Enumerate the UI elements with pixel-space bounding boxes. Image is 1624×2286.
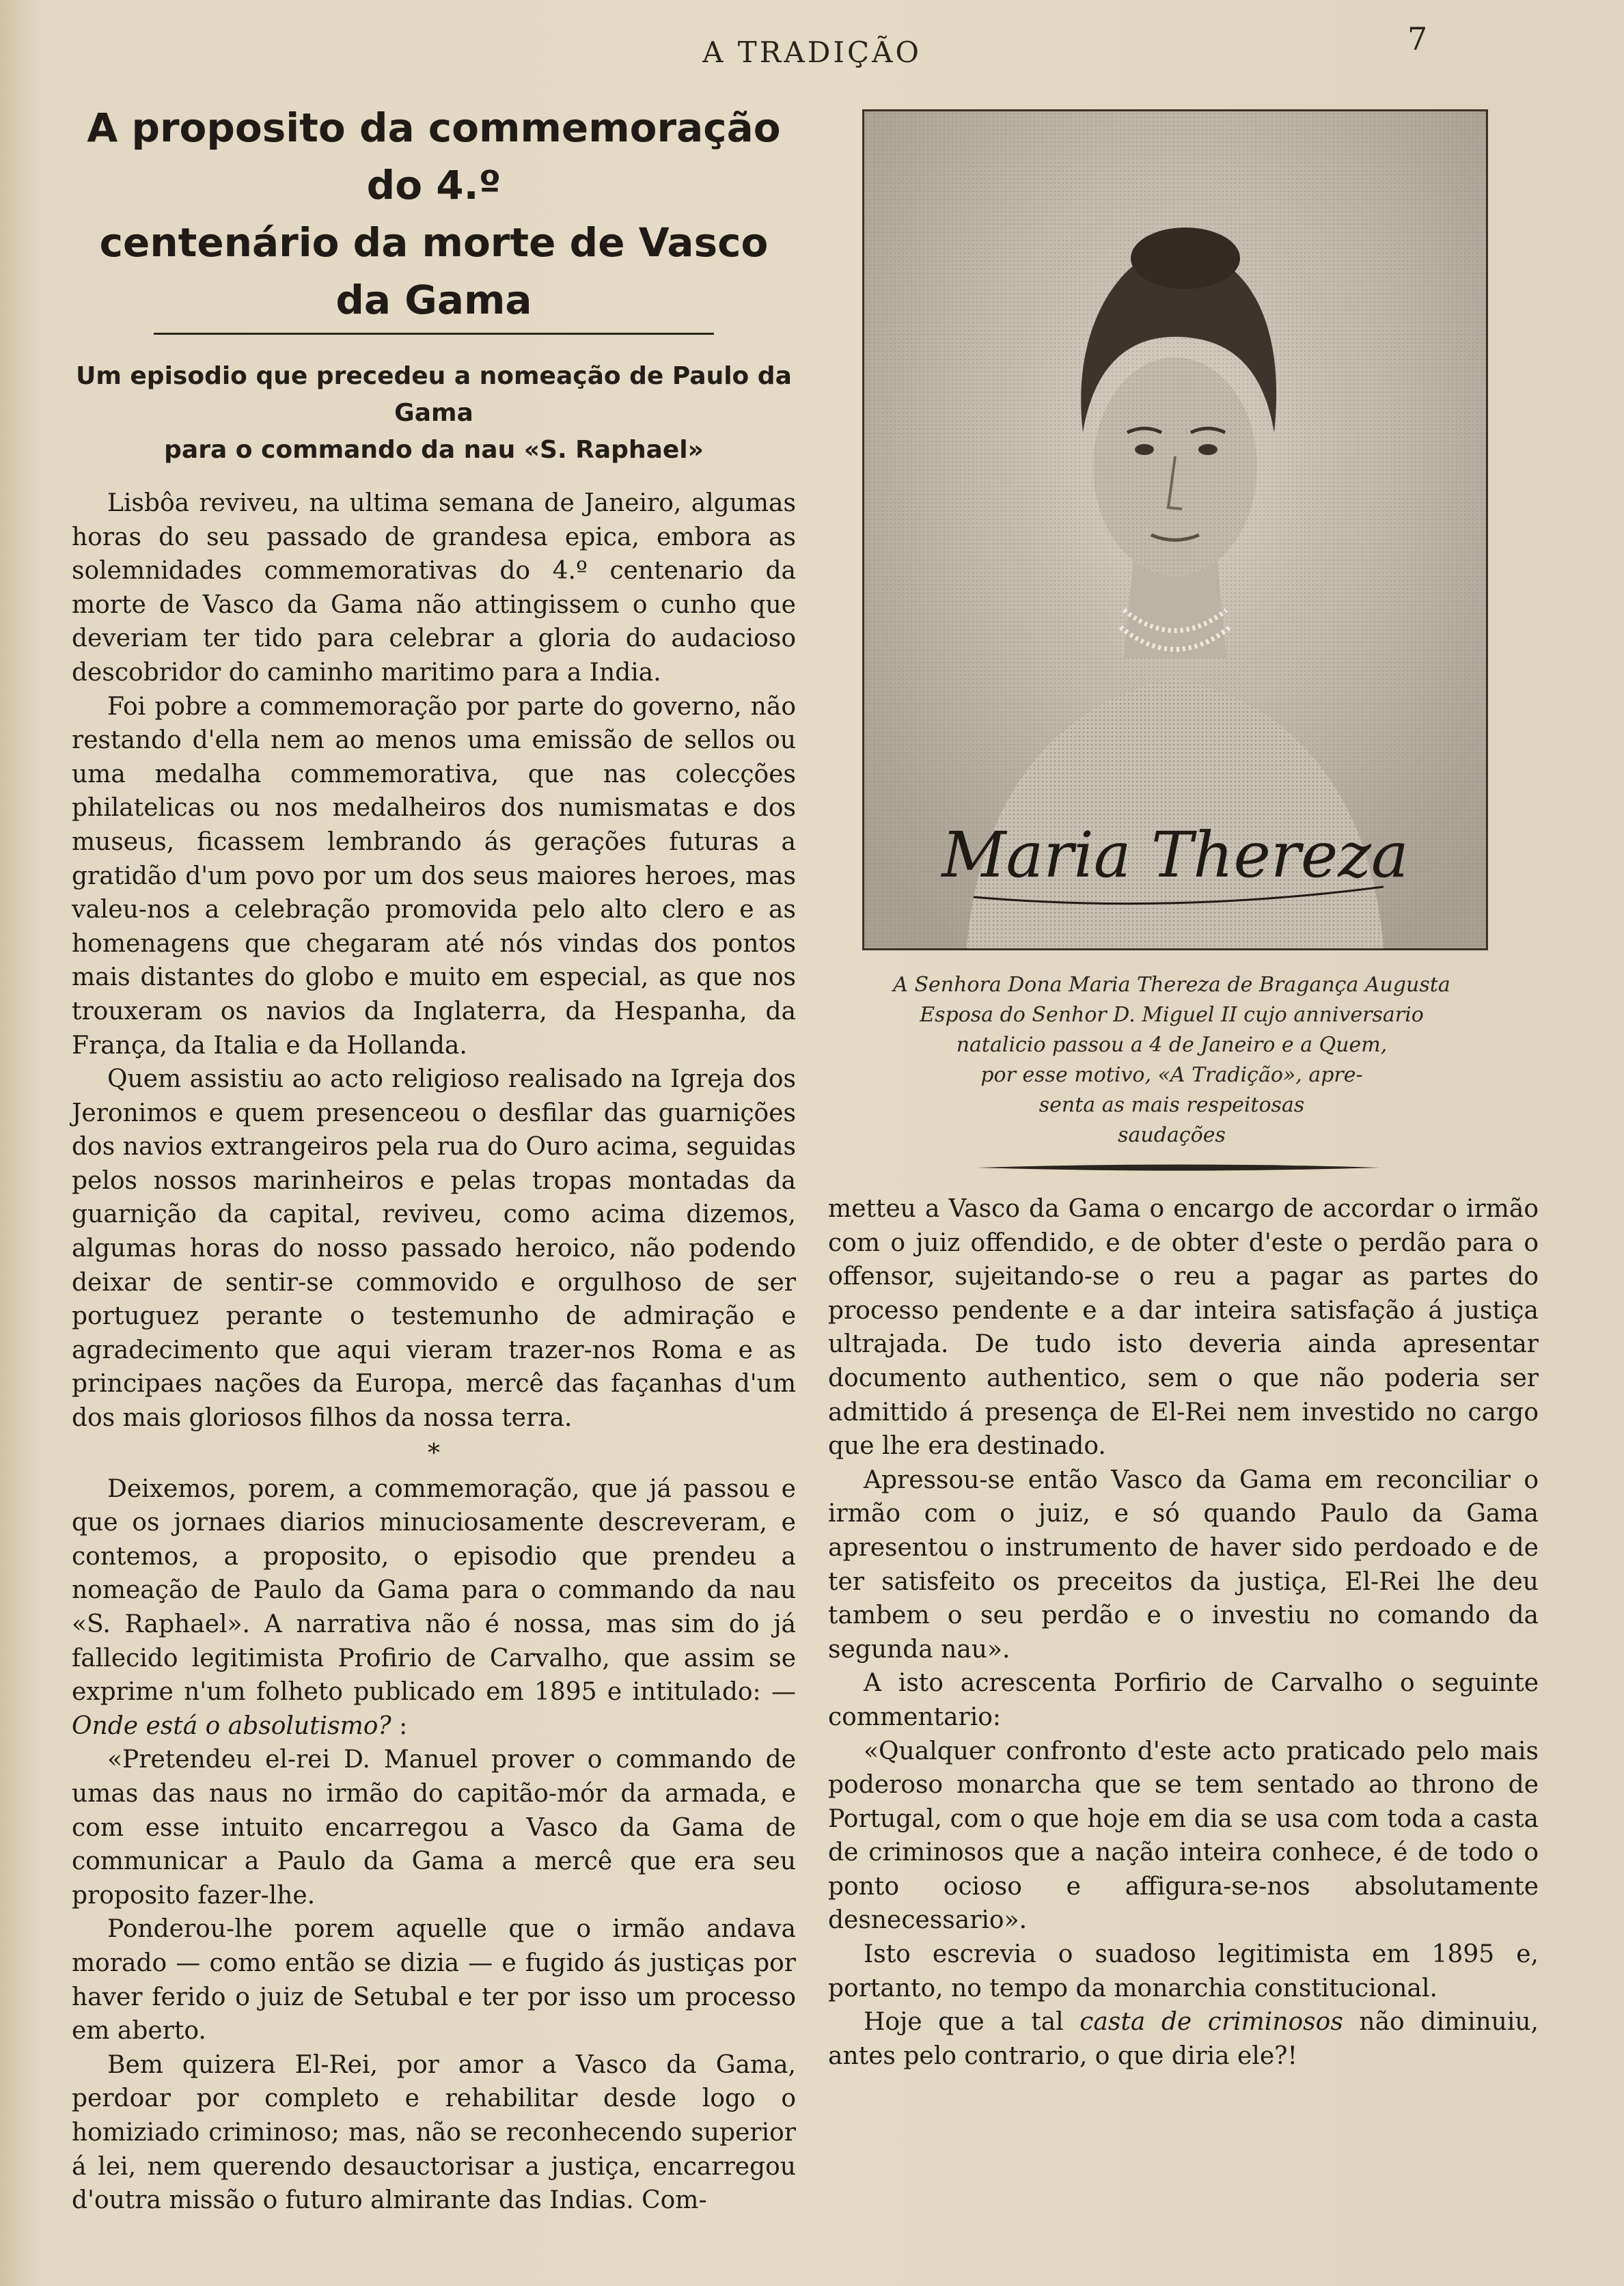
section-separator: * — [428, 1439, 440, 1468]
right-paragraph-4: «Qualquer confronto d'este acto praticado pelo mais poderoso monarcha que se tem sentado ao throno de Portugal, com o que hoje em dia se usa com toda a casta de criminosos que a nação inteira conhece, é de todo o ponto ocioso e affigura-se-nos absolutamente desnecessario». — [828, 1737, 1539, 1935]
right-paragraph-1: metteu a Vasco da Gama o encargo de accordar o irmão com o juiz offendido, e de obter d'este o perdão para o offensor, sujeitando-se o reu a pagar as partes do processo pendente e a dar inteira satisfação á justiça ultrajada. De tudo isto deveria ainda apresentar documento authentico, sem o que não poderia ser admittido á presença de El-Rei nem investido no cargo que lhe era destinado. — [828, 1195, 1539, 1461]
right-paragraph-6 — [828, 2005, 1539, 2073]
title-line-1: A proposito da commemoração do 4.º — [87, 105, 781, 208]
right-paragraph-3: A isto acrescenta Porfirio de Carvalho o seguinte commentario: — [828, 1669, 1539, 1731]
right-paragraph-6-end: não diminuiu, antes pelo contrario, o que diria ele?! — [828, 2008, 1539, 2070]
caption-line-3: natalicio passou a 4 de Janeiro e a Quem, — [956, 1033, 1388, 1057]
caption-line-5: senta as mais respeitosas — [1038, 1093, 1305, 1117]
paragraph-2: Foi pobre a commemoração por parte do governo, não restando d'ella nem ao menos uma emissão de sellos ou uma medalha commemorativa, que nas colecções philatelicas ou nos medalheiros dos numismatas e dos museus, ficassem lembrando ás gerações futuras a gratidão d'um povo por um dos seus maiores heroes, mas valeu-nos a celebração promovida pelo alto clero e as homenagens que chegaram até nós vindas dos pontos mais distantes do globo e muito em especial, as que nos trouxeram os navios da Inglaterra, da Hespanha, da França, da Italia e da Hollanda. — [72, 692, 796, 1060]
page-number: 7 — [1407, 20, 1428, 57]
italic-phrase: casta de criminosos — [1079, 2008, 1343, 2037]
caption-ornament-rule — [977, 1163, 1380, 1172]
title-underline — [154, 333, 714, 335]
running-head: A TRADIÇÃO — [702, 36, 922, 69]
caption-line-2: Esposa do Senhor D. Miguel II cujo anniversario — [920, 1003, 1424, 1027]
paragraph-4 — [72, 1472, 796, 1744]
portrait-photo — [862, 109, 1488, 950]
paragraph-4-end: : — [391, 1711, 408, 1740]
paragraph-4-text: Deixemos, porem, a commemoração, que já passou e que os jornaes diarios minuciosamente descreveram, e contemos, a proposito, o episodio que prendeu a nomeação de Paulo da Gama para o commando da nau «S. Raphael». A narrativa não é nossa, mas sim do já fallecido legitimista Profirio de Carvalho, que assim se exprime n'um folheto publicado em 1895 e intitulado: — — [72, 1474, 796, 1707]
right-paragraph-2: Apressou-se então Vasco da Gama em reconciliar o irmão com o juiz, e só quando Paulo da Gama apresentou o instrumento de haver sido perdoado e de ter satisfeito os preceitos da justiça, El-Rei lhe deu tambem o seu perdão e o investiu no comando da segunda nau». — [828, 1465, 1539, 1664]
pamphlet-title: Onde está o absolutismo? — [72, 1711, 391, 1740]
paragraph-3: Quem assistiu ao acto religioso realisado na Igreja dos Jeronimos e quem presenceou o desfilar das guarnições dos navios extrangeiros pela rua do Ouro acima, seguidas pelos nossos marinheiros e pelas tropas montadas da guarnição da capital, reviveu, como acima dizemos, algumas horas do nosso passado heroico, não podendo deixar de sentir-se commovido e orgulhoso de ser portuguez perante o testemunho de admiração e agradecimento que aqui vieram trazer-nos Roma e as principaes nações da Europa, mercê das façanhas d'um dos mais gloriosos filhos da nossa terra. — [72, 1065, 796, 1433]
right-paragraph-5: Isto escrevia o suadoso legitimista em 1895 e, portanto, no tempo da monarchia constitucional. — [828, 1940, 1539, 2002]
article-title — [72, 99, 796, 329]
portrait-illustration — [864, 111, 1486, 948]
right-paragraph-6-text: Hoje que a tal — [864, 2008, 1080, 2037]
signature: Maria Thereza — [941, 818, 1409, 892]
paragraph-1: Lisbôa reviveu, na ultima semana de Janeiro, algumas horas do seu passado de grandesa epica, embora as solemnidades commemorativas do 4.º centenario da morte de Vasco da Gama não attingissem o cunho que deveriam ter tido para celebrar a gloria do audacioso descobridor do caminho maritimo para a India. — [72, 489, 796, 687]
title-line-2: centenário da morte de Vasco da Gama — [99, 219, 769, 323]
paragraph-7: Bem quizera El-Rei, por amor a Vasco da Gama, perdoar por completo e rehabilitar desde logo o homiziado criminoso; mas, não se reconhecendo superior á lei, nem querendo desauctorisar a justiça, encarregou d'outra missão o futuro almirante das Indias. Com- — [72, 2050, 796, 2215]
paragraph-5: «Pretendeu el-rei D. Manuel prover o commando de umas das naus no irmão do capitão-mór da armada, e com esse intuito encarregou a Vasco da Gama de communicar a Paulo da Gama a mercê que era seu proposito fazer-lhe. — [72, 1746, 796, 1910]
subtitle-line-2: para o commando da nau «S. Raphael» — [164, 436, 704, 464]
caption-line-4: por esse motivo, «A Tradição», apre- — [980, 1063, 1363, 1087]
article-subtitle — [72, 358, 796, 469]
photo-caption — [868, 970, 1476, 1151]
caption-line-1: A Senhora Dona Maria Thereza de Bragança Augusta — [893, 973, 1450, 997]
caption-line-6: saudações — [1118, 1123, 1226, 1147]
subtitle-line-1: Um episodio que precedeu a nomeação de Paulo da Gama — [76, 362, 792, 427]
paragraph-6: Ponderou-lhe porem aquelle que o irmão andava morado — como então se dizia — e fugido ás justiças por haver ferido o juiz de Setubal e ter por isso um processo em aberto. — [72, 1915, 796, 2046]
left-column — [72, 99, 796, 2218]
right-column — [828, 1192, 1539, 2073]
